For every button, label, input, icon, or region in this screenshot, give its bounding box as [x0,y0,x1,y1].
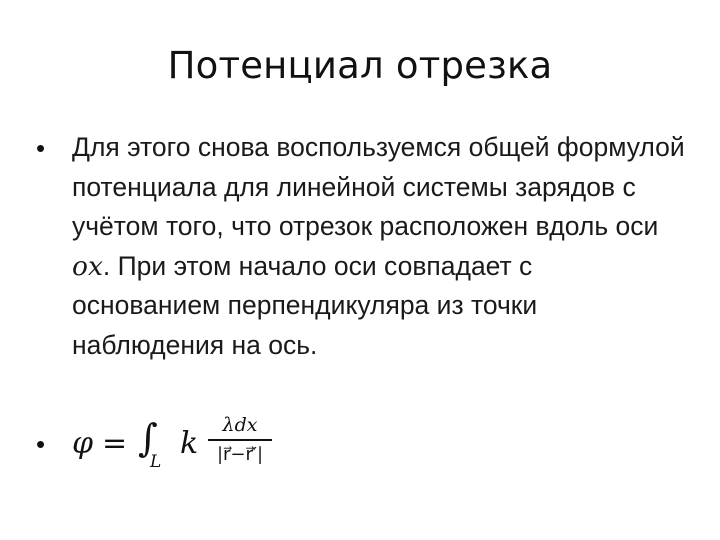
paragraph-text-part1: Для этого снова воспользуемся общей формулой потенциала для линейной системы зарядов с учётом того, что отрезок расположен вдоль оси [72,132,685,241]
bullet-paragraph [72,128,686,365]
formula-integral-sign: ∫ [138,416,158,460]
slide-title: Потенциал отрезка [167,44,553,87]
formula-numerator: λdx [222,414,258,436]
bullet-marker: • [36,133,46,163]
bullet-item-text [36,128,686,365]
slide-content [36,128,686,365]
formula-phi: φ [72,426,94,461]
formula-denominator: |r⃗−r⃗′| [216,443,264,465]
formula-integral-subscript: L [150,452,162,472]
bullet-item-formula [36,412,436,482]
bullet-marker-formula: • [36,429,46,459]
formula-fraction-bar [208,439,272,441]
formula-fraction [208,412,272,468]
axis-label: ox [72,250,103,282]
paragraph-text-part2: . При этом начало оси совпадает с основанием перпендикуляра из точки наблюдения на ось. [72,250,538,360]
formula-equals: = [102,426,128,461]
formula-coefficient: k [180,426,199,461]
